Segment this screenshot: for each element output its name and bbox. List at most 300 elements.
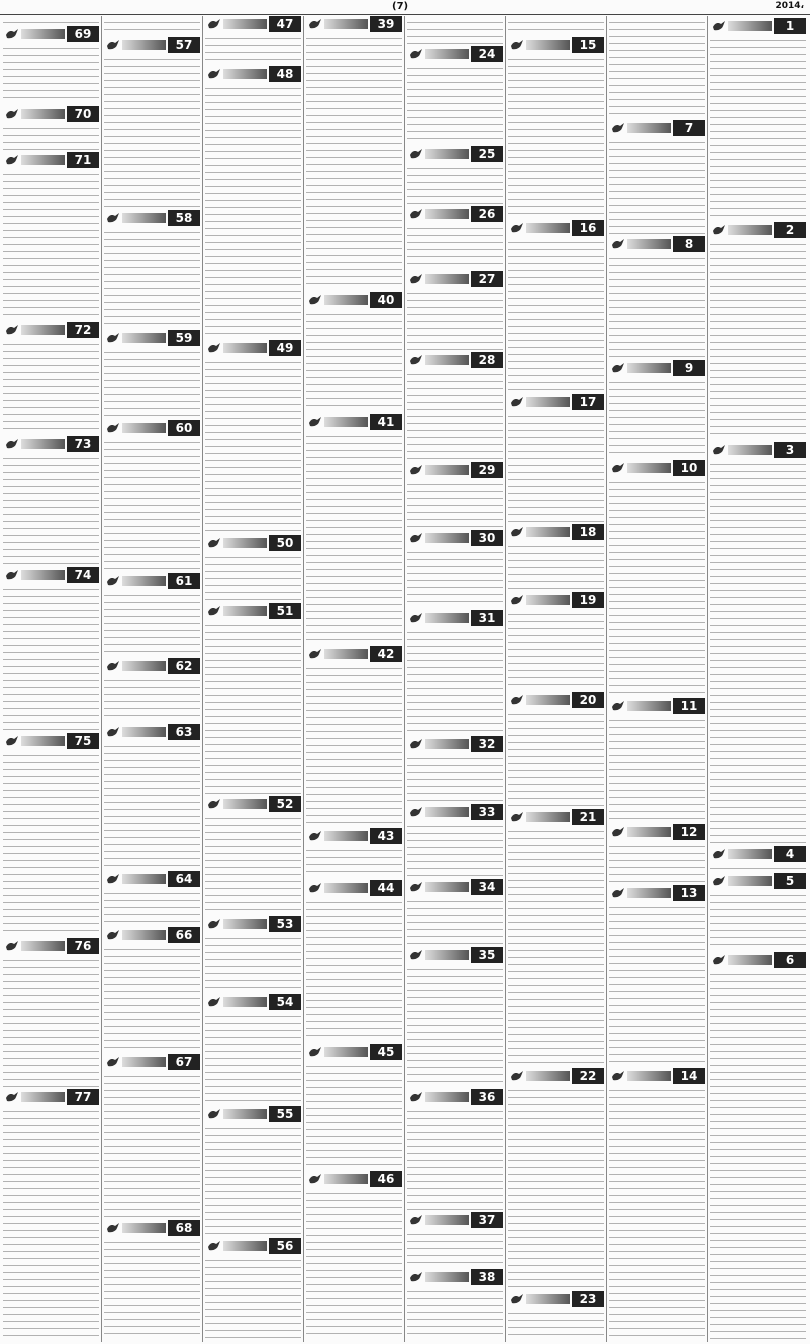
item-number-badge: [104, 1054, 200, 1070]
badge-gradient-bar: [21, 941, 65, 951]
dove-icon: [207, 18, 221, 30]
badge-gradient-bar: [223, 1109, 267, 1119]
item-number-badge: [407, 271, 503, 287]
badge-gradient-bar: [324, 295, 368, 305]
item-number-badge: [407, 736, 503, 752]
item-number-badge: [205, 66, 301, 82]
item-number: 14: [673, 1068, 705, 1084]
dove-icon: [409, 208, 423, 220]
item-number-badge: [609, 824, 705, 840]
item-number: 6: [774, 952, 806, 968]
badge-gradient-bar: [728, 21, 772, 31]
item-number-badge: [407, 46, 503, 62]
article-column-8: [2, 16, 100, 1342]
item-number: 28: [471, 352, 503, 368]
header-rule: [0, 14, 810, 15]
page-number: (7): [392, 1, 409, 12]
badge-gradient-bar: [627, 888, 671, 898]
item-number: 56: [269, 1238, 301, 1254]
item-number-badge: [407, 947, 503, 963]
item-number-badge: [407, 879, 503, 895]
item-number: 15: [572, 37, 604, 53]
dove-icon: [106, 660, 120, 672]
item-number: 70: [67, 106, 99, 122]
badge-gradient-bar: [223, 69, 267, 79]
badge-gradient-bar: [526, 812, 570, 822]
article-text: [3, 454, 99, 565]
badge-gradient-bar: [728, 225, 772, 235]
badge-gradient-bar: [21, 439, 65, 449]
badge-gradient-bar: [627, 239, 671, 249]
item-number-badge: [508, 524, 604, 540]
article-text: [104, 1238, 200, 1340]
item-number: 42: [370, 646, 402, 662]
article-text: [104, 889, 200, 925]
item-number: 39: [370, 16, 402, 32]
article-text: [407, 224, 503, 269]
badge-gradient-bar: [526, 1071, 570, 1081]
article-column-4: [406, 16, 504, 1342]
badge-gradient-bar: [223, 606, 267, 616]
item-number-badge: [609, 360, 705, 376]
article-text: [3, 340, 99, 434]
item-number: 37: [471, 1212, 503, 1228]
item-number-badge: [3, 733, 99, 749]
article-text: [3, 170, 99, 320]
dove-icon: [106, 39, 120, 51]
dove-icon: [409, 949, 423, 961]
item-number-badge: [306, 646, 402, 662]
item-number-badge: [104, 210, 200, 226]
article-text: [3, 44, 99, 104]
badge-gradient-bar: [728, 445, 772, 455]
article-text: [609, 254, 705, 358]
item-number-badge: [3, 938, 99, 954]
item-number: 73: [67, 436, 99, 452]
article-text: [609, 378, 705, 458]
dove-icon: [409, 881, 423, 893]
dove-icon: [5, 28, 19, 40]
item-number: 19: [572, 592, 604, 608]
item-number-badge: [306, 828, 402, 844]
dove-icon: [510, 1293, 524, 1305]
item-number: 68: [168, 1220, 200, 1236]
item-number: 23: [572, 1291, 604, 1307]
dove-icon: [510, 1070, 524, 1082]
item-number-badge: [205, 535, 301, 551]
item-number-badge: [104, 871, 200, 887]
dove-icon: [611, 887, 625, 899]
dove-icon: [409, 1091, 423, 1103]
badge-gradient-bar: [122, 576, 166, 586]
item-number: 36: [471, 1089, 503, 1105]
item-number-badge: [407, 610, 503, 626]
dove-icon: [308, 648, 322, 660]
item-number-badge: [407, 206, 503, 222]
dove-icon: [409, 1271, 423, 1283]
item-number: 22: [572, 1068, 604, 1084]
article-text: [205, 934, 301, 992]
item-number: 51: [269, 603, 301, 619]
dove-icon: [207, 605, 221, 617]
column-divider: [101, 16, 102, 1342]
badge-gradient-bar: [425, 950, 469, 960]
badge-gradient-bar: [526, 223, 570, 233]
badge-gradient-bar: [122, 333, 166, 343]
dove-icon: [207, 68, 221, 80]
article-text: [104, 438, 200, 571]
item-number: 21: [572, 809, 604, 825]
item-number-badge: [508, 1068, 604, 1084]
article-text: [205, 1256, 301, 1340]
article-column-3: [507, 16, 605, 1342]
dove-icon: [510, 811, 524, 823]
article-text: [710, 240, 806, 440]
item-number-badge: [407, 804, 503, 820]
badge-gradient-bar: [324, 19, 368, 29]
item-number: 74: [67, 567, 99, 583]
column-divider: [404, 16, 405, 1342]
item-number: 64: [168, 871, 200, 887]
item-number-badge: [710, 873, 806, 889]
item-number: 33: [471, 804, 503, 820]
item-number: 69: [67, 26, 99, 42]
item-number: 71: [67, 152, 99, 168]
item-number-badge: [306, 1171, 402, 1187]
dove-icon: [5, 735, 19, 747]
item-number-badge: [407, 462, 503, 478]
dove-icon: [611, 826, 625, 838]
article-text: [205, 553, 301, 601]
article-text: [508, 1086, 604, 1289]
dove-icon: [409, 532, 423, 544]
dove-icon: [712, 848, 726, 860]
dove-icon: [611, 1070, 625, 1082]
badge-gradient-bar: [122, 1223, 166, 1233]
badge-gradient-bar: [122, 727, 166, 737]
article-text: [306, 432, 402, 644]
item-number: 4: [774, 846, 806, 862]
article-text: [508, 610, 604, 690]
badge-gradient-bar: [627, 701, 671, 711]
item-number: 24: [471, 46, 503, 62]
article-text: [508, 55, 604, 218]
article-text: [104, 591, 200, 656]
article-text: [407, 64, 503, 144]
item-number: 13: [673, 885, 705, 901]
item-number: 58: [168, 210, 200, 226]
badge-gradient-bar: [223, 343, 267, 353]
item-number-badge: [3, 106, 99, 122]
dove-icon: [409, 738, 423, 750]
item-number: 63: [168, 724, 200, 740]
item-number: 10: [673, 460, 705, 476]
dove-icon: [510, 694, 524, 706]
item-number: 8: [673, 236, 705, 252]
dove-icon: [5, 324, 19, 336]
article-text: [407, 822, 503, 877]
dove-icon: [510, 222, 524, 234]
dove-icon: [106, 212, 120, 224]
item-number-badge: [3, 322, 99, 338]
article-text: [609, 18, 705, 118]
item-number-badge: [710, 846, 806, 862]
dove-icon: [409, 612, 423, 624]
item-number-badge: [710, 952, 806, 968]
item-number: 32: [471, 736, 503, 752]
badge-gradient-bar: [425, 1215, 469, 1225]
badge-gradient-bar: [425, 807, 469, 817]
article-text: [407, 370, 503, 460]
article-text: [306, 898, 402, 1042]
item-number-badge: [508, 809, 604, 825]
article-text: [407, 289, 503, 350]
article-text: [205, 621, 301, 794]
item-number: 9: [673, 360, 705, 376]
badge-gradient-bar: [526, 1294, 570, 1304]
dove-icon: [510, 594, 524, 606]
article-text: [710, 970, 806, 1340]
badge-gradient-bar: [122, 213, 166, 223]
article-text: [205, 1012, 301, 1104]
dove-icon: [308, 830, 322, 842]
article-text: [609, 138, 705, 234]
column-divider: [505, 16, 506, 1342]
dove-icon: [308, 294, 322, 306]
item-number-badge: [104, 573, 200, 589]
badge-gradient-bar: [425, 739, 469, 749]
item-number: 67: [168, 1054, 200, 1070]
badge-gradient-bar: [324, 883, 368, 893]
article-text: [407, 548, 503, 608]
item-number: 35: [471, 947, 503, 963]
article-text: [3, 1107, 99, 1340]
item-number-badge: [3, 567, 99, 583]
dove-icon: [207, 1240, 221, 1252]
article-text: [3, 18, 99, 24]
article-text: [3, 585, 99, 731]
badge-gradient-bar: [223, 919, 267, 929]
article-text: [407, 1107, 503, 1210]
article-text: [205, 358, 301, 533]
item-number: 18: [572, 524, 604, 540]
item-number: 3: [774, 442, 806, 458]
item-number-badge: [609, 120, 705, 136]
article-text: [609, 903, 705, 1066]
item-number-badge: [104, 724, 200, 740]
item-number: 1: [774, 18, 806, 34]
item-number: 61: [168, 573, 200, 589]
column-divider: [707, 16, 708, 1342]
dove-icon: [106, 575, 120, 587]
badge-gradient-bar: [21, 736, 65, 746]
dove-icon: [409, 48, 423, 60]
dove-icon: [611, 122, 625, 134]
dove-icon: [409, 464, 423, 476]
item-number-badge: [104, 1220, 200, 1236]
dove-icon: [5, 108, 19, 120]
item-number: 77: [67, 1089, 99, 1105]
badge-gradient-bar: [223, 538, 267, 548]
item-number: 75: [67, 733, 99, 749]
article-text: [710, 891, 806, 950]
article-text: [407, 754, 503, 802]
item-number-badge: [306, 16, 402, 32]
dove-icon: [611, 362, 625, 374]
item-number-badge: [508, 1291, 604, 1307]
item-number-badge: [306, 880, 402, 896]
article-text: [508, 18, 604, 35]
dove-icon: [308, 882, 322, 894]
column-divider: [202, 16, 203, 1342]
item-number: 44: [370, 880, 402, 896]
item-number-badge: [205, 916, 301, 932]
dove-icon: [207, 1108, 221, 1120]
masthead-date: ،2014: [775, 1, 804, 11]
badge-gradient-bar: [526, 527, 570, 537]
article-text: [710, 864, 806, 871]
column-divider: [303, 16, 304, 1342]
badge-gradient-bar: [425, 533, 469, 543]
item-number-badge: [407, 1089, 503, 1105]
dove-icon: [409, 273, 423, 285]
article-text: [508, 238, 604, 392]
item-number-badge: [104, 927, 200, 943]
item-number-badge: [104, 37, 200, 53]
badge-gradient-bar: [425, 355, 469, 365]
article-text: [205, 1124, 301, 1236]
article-text: [407, 1230, 503, 1267]
item-number-badge: [3, 436, 99, 452]
badge-gradient-bar: [728, 955, 772, 965]
badge-gradient-bar: [223, 19, 267, 29]
item-number: 16: [572, 220, 604, 236]
item-number: 55: [269, 1106, 301, 1122]
item-number-badge: [3, 1089, 99, 1105]
badge-gradient-bar: [425, 465, 469, 475]
item-number: 54: [269, 994, 301, 1010]
badge-gradient-bar: [21, 109, 65, 119]
badge-gradient-bar: [122, 423, 166, 433]
item-number: 53: [269, 916, 301, 932]
dove-icon: [5, 569, 19, 581]
dove-icon: [5, 940, 19, 952]
article-text: [407, 628, 503, 734]
article-column-2: [608, 16, 706, 1342]
badge-gradient-bar: [324, 649, 368, 659]
item-number-badge: [205, 796, 301, 812]
item-number-badge: [407, 1269, 503, 1285]
article-text: [407, 480, 503, 528]
article-text: [306, 664, 402, 826]
badge-gradient-bar: [223, 799, 267, 809]
badge-gradient-bar: [21, 570, 65, 580]
badge-gradient-bar: [526, 695, 570, 705]
item-number: 11: [673, 698, 705, 714]
item-number-badge: [104, 330, 200, 346]
dove-icon: [5, 1091, 19, 1103]
badge-gradient-bar: [425, 149, 469, 159]
item-number-badge: [205, 1106, 301, 1122]
badge-gradient-bar: [425, 209, 469, 219]
item-number-badge: [710, 222, 806, 238]
article-text: [306, 34, 402, 290]
item-number: 60: [168, 420, 200, 436]
item-number-badge: [508, 592, 604, 608]
article-text: [710, 36, 806, 220]
dove-icon: [510, 39, 524, 51]
article-text: [205, 814, 301, 914]
badge-gradient-bar: [324, 831, 368, 841]
item-number-badge: [306, 1044, 402, 1060]
item-number: 25: [471, 146, 503, 162]
dove-icon: [409, 354, 423, 366]
item-number-badge: [508, 394, 604, 410]
badge-gradient-bar: [526, 595, 570, 605]
item-number: 38: [471, 1269, 503, 1285]
badge-gradient-bar: [526, 397, 570, 407]
item-number: 48: [269, 66, 301, 82]
article-text: [508, 412, 604, 522]
article-text: [407, 1287, 503, 1340]
dove-icon: [409, 806, 423, 818]
dove-icon: [106, 1222, 120, 1234]
badge-gradient-bar: [122, 40, 166, 50]
dove-icon: [308, 18, 322, 30]
badge-gradient-bar: [122, 874, 166, 884]
dove-icon: [5, 154, 19, 166]
item-number: 27: [471, 271, 503, 287]
item-number-badge: [306, 414, 402, 430]
badge-gradient-bar: [122, 930, 166, 940]
badge-gradient-bar: [425, 49, 469, 59]
item-number-badge: [205, 340, 301, 356]
dove-icon: [510, 526, 524, 538]
dove-icon: [510, 396, 524, 408]
article-text: [508, 710, 604, 807]
article-text: [3, 751, 99, 936]
article-text: [508, 1309, 604, 1340]
dove-icon: [308, 1173, 322, 1185]
badge-gradient-bar: [425, 1092, 469, 1102]
item-number-badge: [609, 698, 705, 714]
article-text: [508, 542, 604, 590]
item-number-badge: [508, 220, 604, 236]
article-column-1: [709, 16, 807, 1342]
item-number: 12: [673, 824, 705, 840]
dove-icon: [712, 875, 726, 887]
badge-gradient-bar: [324, 1174, 368, 1184]
dove-icon: [207, 996, 221, 1008]
item-number-badge: [205, 1238, 301, 1254]
badge-gradient-bar: [122, 661, 166, 671]
item-number: 31: [471, 610, 503, 626]
badge-gradient-bar: [425, 882, 469, 892]
article-text: [104, 1072, 200, 1218]
item-number: 17: [572, 394, 604, 410]
article-text: [104, 55, 200, 208]
badge-gradient-bar: [425, 274, 469, 284]
article-text: [306, 846, 402, 878]
item-number-badge: [609, 460, 705, 476]
item-number-badge: [609, 885, 705, 901]
badge-gradient-bar: [425, 1272, 469, 1282]
dove-icon: [611, 462, 625, 474]
article-text: [205, 34, 301, 64]
item-number-badge: [710, 18, 806, 34]
badge-gradient-bar: [425, 613, 469, 623]
item-number-badge: [3, 152, 99, 168]
